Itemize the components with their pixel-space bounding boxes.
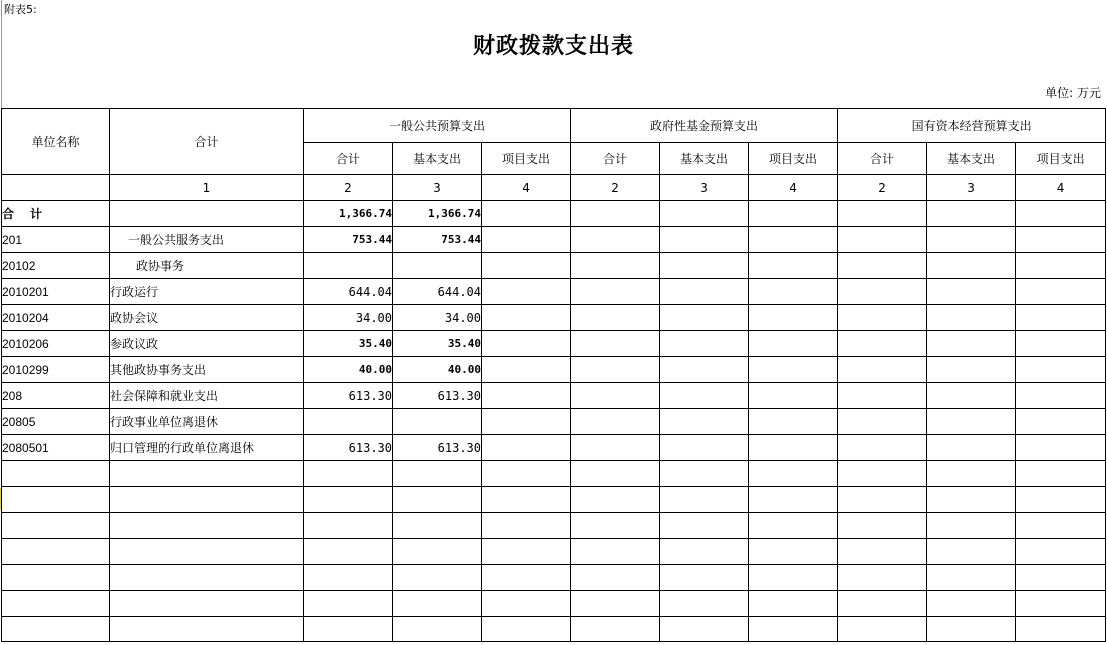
table-cell[interactable]	[660, 513, 749, 539]
table-cell[interactable]	[660, 383, 749, 409]
header-sub-cell[interactable]: 基本支出	[927, 143, 1016, 175]
table-cell[interactable]	[110, 591, 304, 617]
table-cell[interactable]	[482, 383, 571, 409]
table-cell[interactable]	[482, 279, 571, 305]
table-cell[interactable]	[749, 461, 838, 487]
table-cell[interactable]	[838, 487, 927, 513]
table-cell[interactable]	[660, 591, 749, 617]
item-name-cell[interactable]: 政协事务	[110, 253, 304, 279]
table-cell[interactable]	[571, 591, 660, 617]
index-cell[interactable]: 4	[482, 175, 571, 201]
table-cell[interactable]	[393, 487, 482, 513]
table-cell[interactable]	[482, 487, 571, 513]
table-cell[interactable]	[571, 539, 660, 565]
table-cell[interactable]	[482, 539, 571, 565]
table-cell[interactable]	[1016, 201, 1106, 227]
header-row-groups	[2, 109, 1106, 143]
index-cell[interactable]: 2	[571, 175, 660, 201]
general-basic-cell[interactable]: 613.30	[393, 383, 482, 409]
table-cell[interactable]	[838, 617, 927, 642]
table-cell[interactable]	[749, 591, 838, 617]
table-cell[interactable]	[749, 487, 838, 513]
index-cell[interactable]: 4	[749, 175, 838, 201]
table-cell[interactable]	[838, 305, 927, 331]
general-basic-cell[interactable]: 753.44	[393, 227, 482, 253]
table-cell[interactable]	[838, 227, 927, 253]
table-cell[interactable]	[571, 617, 660, 642]
empty-row	[2, 461, 1106, 487]
table-row	[2, 357, 1106, 383]
code-cell[interactable]: 201	[2, 227, 110, 253]
empty-row	[2, 565, 1106, 591]
item-name-cell[interactable]: 社会保障和就业支出	[110, 383, 304, 409]
table-cell[interactable]	[660, 305, 749, 331]
table-cell[interactable]	[838, 383, 927, 409]
table-cell[interactable]	[571, 331, 660, 357]
table-cell[interactable]	[110, 565, 304, 591]
table-cell[interactable]	[927, 461, 1016, 487]
table-cell[interactable]	[927, 331, 1016, 357]
table-cell[interactable]	[571, 435, 660, 461]
table-cell[interactable]	[1016, 409, 1106, 435]
table-cell[interactable]	[927, 435, 1016, 461]
table-cell[interactable]	[749, 357, 838, 383]
table-cell[interactable]	[393, 617, 482, 642]
table-cell[interactable]	[660, 227, 749, 253]
index-cell[interactable]: 3	[393, 175, 482, 201]
table-cell[interactable]	[927, 227, 1016, 253]
table-cell[interactable]	[482, 305, 571, 331]
table-cell[interactable]	[571, 253, 660, 279]
table-cell[interactable]	[927, 617, 1016, 642]
table-cell[interactable]	[1016, 617, 1106, 642]
general-total-cell[interactable]: 613.30	[304, 383, 393, 409]
table-cell[interactable]	[927, 383, 1016, 409]
table-cell[interactable]	[393, 565, 482, 591]
table-cell[interactable]	[749, 201, 838, 227]
table-cell[interactable]	[2, 539, 110, 565]
table-title: 财政拨款支出表	[472, 34, 634, 59]
table-cell[interactable]	[2, 591, 110, 617]
table-cell[interactable]	[660, 409, 749, 435]
table-cell[interactable]	[749, 435, 838, 461]
table-cell[interactable]	[304, 591, 393, 617]
table-cell[interactable]	[838, 591, 927, 617]
table-cell[interactable]	[927, 487, 1016, 513]
header-state-capital-budget[interactable]: 国有资本经营预算支出	[838, 109, 1106, 143]
table-cell[interactable]	[838, 279, 927, 305]
general-total-cell[interactable]: 753.44	[304, 227, 393, 253]
table-cell[interactable]	[749, 513, 838, 539]
general-total-cell[interactable]: 35.40	[304, 331, 393, 357]
general-total-cell[interactable]	[304, 409, 393, 435]
table-cell[interactable]	[660, 357, 749, 383]
header-sub-cell[interactable]: 合计	[571, 143, 660, 175]
index-cell[interactable]: 4	[1016, 175, 1106, 201]
table-cell[interactable]	[927, 565, 1016, 591]
table-cell[interactable]	[749, 409, 838, 435]
table-row	[2, 383, 1106, 409]
table-cell[interactable]	[749, 565, 838, 591]
total-general-basic[interactable]: 1,366.74	[393, 201, 482, 227]
header-sub-cell[interactable]: 合计	[304, 143, 393, 175]
table-cell[interactable]	[838, 565, 927, 591]
total-row	[2, 201, 1106, 227]
table-cell[interactable]	[1016, 487, 1106, 513]
table-cell[interactable]	[571, 357, 660, 383]
table-cell[interactable]	[927, 539, 1016, 565]
item-name-cell[interactable]: 归口管理的行政单位离退休	[110, 435, 304, 461]
table-cell[interactable]	[482, 357, 571, 383]
table-cell[interactable]	[660, 435, 749, 461]
table-cell[interactable]	[927, 357, 1016, 383]
general-basic-cell[interactable]: 35.40	[393, 331, 482, 357]
table-cell[interactable]	[1016, 227, 1106, 253]
table-cell[interactable]	[571, 409, 660, 435]
table-cell[interactable]	[1016, 435, 1106, 461]
table-cell[interactable]	[927, 279, 1016, 305]
table-cell[interactable]	[749, 253, 838, 279]
header-sub-cell[interactable]: 项目支出	[1016, 143, 1106, 175]
table-cell[interactable]	[482, 591, 571, 617]
table-cell[interactable]	[1016, 253, 1106, 279]
table-cell[interactable]	[2, 513, 110, 539]
table-cell[interactable]	[1016, 565, 1106, 591]
index-cell[interactable]: 2	[838, 175, 927, 201]
table-cell[interactable]	[304, 565, 393, 591]
table-cell[interactable]	[393, 513, 482, 539]
table-cell[interactable]	[571, 565, 660, 591]
table-row	[2, 331, 1106, 357]
table-cell[interactable]	[660, 461, 749, 487]
general-basic-cell[interactable]: 644.04	[393, 279, 482, 305]
empty-row	[2, 591, 1106, 617]
table-cell[interactable]	[660, 253, 749, 279]
general-total-cell[interactable]: 40.00	[304, 357, 393, 383]
total-label[interactable]: 合 计	[2, 201, 110, 227]
table-cell[interactable]	[110, 513, 304, 539]
item-name-cell[interactable]: 其他政协事务支出	[110, 357, 304, 383]
table-cell[interactable]	[482, 409, 571, 435]
table-cell[interactable]	[927, 409, 1016, 435]
header-general-public-budget[interactable]: 一般公共预算支出	[304, 109, 571, 143]
empty-row	[2, 487, 1106, 513]
table-cell[interactable]	[660, 539, 749, 565]
table-cell[interactable]	[1016, 357, 1106, 383]
table-cell[interactable]	[571, 383, 660, 409]
index-cell[interactable]: 3	[927, 175, 1016, 201]
table-cell[interactable]	[838, 461, 927, 487]
table-cell[interactable]	[1016, 383, 1106, 409]
table-cell[interactable]	[482, 253, 571, 279]
table-cell[interactable]	[393, 461, 482, 487]
table-cell[interactable]	[749, 279, 838, 305]
general-total-cell[interactable]	[304, 253, 393, 279]
header-total[interactable]: 合计	[110, 109, 304, 175]
table-cell[interactable]	[482, 201, 571, 227]
table-cell[interactable]	[1016, 461, 1106, 487]
item-name-cell[interactable]: 参政议政	[110, 331, 304, 357]
empty-row	[2, 513, 1106, 539]
index-row	[2, 175, 1106, 201]
code-cell[interactable]: 2010299	[2, 357, 110, 383]
table-cell[interactable]	[749, 227, 838, 253]
general-total-cell[interactable]: 34.00	[304, 305, 393, 331]
table-cell[interactable]	[304, 513, 393, 539]
table-cell[interactable]	[749, 305, 838, 331]
item-name-cell[interactable]: 政协会议	[110, 305, 304, 331]
index-cell[interactable]: 2	[304, 175, 393, 201]
table-cell[interactable]	[2, 461, 110, 487]
table-cell[interactable]	[571, 227, 660, 253]
table-cell[interactable]	[2, 617, 110, 642]
table-cell[interactable]	[571, 461, 660, 487]
table-cell[interactable]	[304, 539, 393, 565]
table-cell[interactable]	[1016, 279, 1106, 305]
item-name-cell[interactable]: 行政事业单位离退休	[110, 409, 304, 435]
table-cell[interactable]	[571, 201, 660, 227]
table-cell[interactable]	[2, 565, 110, 591]
table-cell[interactable]	[660, 487, 749, 513]
table-cell[interactable]	[927, 253, 1016, 279]
unit-label: 单位: 万元	[1045, 86, 1101, 100]
code-cell[interactable]: 208	[2, 383, 110, 409]
code-cell[interactable]: 2010204	[2, 305, 110, 331]
table-cell[interactable]	[749, 539, 838, 565]
code-cell[interactable]: 20805	[2, 409, 110, 435]
table-cell[interactable]	[482, 331, 571, 357]
header-sub-cell[interactable]: 合计	[838, 143, 927, 175]
header-sub-cell[interactable]: 基本支出	[660, 143, 749, 175]
table-cell[interactable]	[1016, 305, 1106, 331]
table-cell[interactable]	[838, 409, 927, 435]
attachment-label: 附表5:	[4, 3, 37, 16]
table-cell[interactable]	[749, 617, 838, 642]
general-basic-cell[interactable]: 40.00	[393, 357, 482, 383]
table-row	[2, 227, 1106, 253]
table-cell[interactable]	[2, 487, 110, 513]
table-cell[interactable]	[482, 227, 571, 253]
general-basic-cell[interactable]: 613.30	[393, 435, 482, 461]
table-cell[interactable]	[660, 331, 749, 357]
table-cell[interactable]	[660, 565, 749, 591]
general-basic-cell[interactable]	[393, 253, 482, 279]
table-cell[interactable]	[838, 513, 927, 539]
table-cell[interactable]	[838, 539, 927, 565]
general-basic-cell[interactable]	[393, 409, 482, 435]
total-general-total[interactable]: 1,366.74	[304, 201, 393, 227]
table-cell[interactable]	[393, 539, 482, 565]
code-cell[interactable]: 20102	[2, 253, 110, 279]
table-cell[interactable]	[927, 305, 1016, 331]
table-cell[interactable]	[838, 201, 927, 227]
table-cell[interactable]	[749, 331, 838, 357]
code-cell[interactable]: 2080501	[2, 435, 110, 461]
table-row	[2, 279, 1106, 305]
table-row	[2, 435, 1106, 461]
table-cell[interactable]	[304, 617, 393, 642]
table-cell[interactable]	[838, 435, 927, 461]
header-sub-cell[interactable]: 项目支出	[482, 143, 571, 175]
table-cell[interactable]	[482, 617, 571, 642]
table-cell[interactable]	[110, 201, 304, 227]
table-cell[interactable]	[482, 435, 571, 461]
header-government-fund-budget[interactable]: 政府性基金预算支出	[571, 109, 838, 143]
table-cell[interactable]	[110, 617, 304, 642]
table-cell[interactable]	[110, 539, 304, 565]
table-cell[interactable]	[838, 357, 927, 383]
code-cell[interactable]: 2010201	[2, 279, 110, 305]
table-cell[interactable]	[1016, 331, 1106, 357]
table-cell[interactable]	[571, 305, 660, 331]
table-cell[interactable]	[482, 461, 571, 487]
table-row	[2, 409, 1106, 435]
table-cell[interactable]	[304, 487, 393, 513]
header-sub-cell[interactable]: 基本支出	[393, 143, 482, 175]
general-total-cell[interactable]: 644.04	[304, 279, 393, 305]
table-cell[interactable]	[838, 331, 927, 357]
table-cell[interactable]	[110, 461, 304, 487]
table-row	[2, 305, 1106, 331]
table-cell[interactable]	[482, 565, 571, 591]
table-cell[interactable]	[571, 513, 660, 539]
header-unit-name[interactable]: 单位名称	[2, 109, 110, 175]
item-name-cell[interactable]: 一般公共服务支出	[110, 227, 304, 253]
table-cell[interactable]	[927, 591, 1016, 617]
table-cell[interactable]	[1016, 539, 1106, 565]
index-cell[interactable]	[2, 175, 110, 201]
table-row	[2, 253, 1106, 279]
table-cell[interactable]	[482, 513, 571, 539]
table-cell[interactable]	[571, 487, 660, 513]
table-cell[interactable]	[660, 279, 749, 305]
table-cell[interactable]	[393, 591, 482, 617]
table-cell[interactable]	[1016, 513, 1106, 539]
table-cell[interactable]	[927, 513, 1016, 539]
index-cell[interactable]: 1	[110, 175, 304, 201]
empty-row	[2, 539, 1106, 565]
header-sub-cell[interactable]: 项目支出	[749, 143, 838, 175]
expenditure-table	[1, 108, 1106, 642]
table-cell[interactable]	[304, 461, 393, 487]
table-cell[interactable]	[660, 617, 749, 642]
table-cell[interactable]	[1016, 591, 1106, 617]
table-cell[interactable]	[660, 201, 749, 227]
table-cell[interactable]	[571, 279, 660, 305]
table-cell[interactable]	[927, 201, 1016, 227]
general-total-cell[interactable]: 613.30	[304, 435, 393, 461]
table-cell[interactable]	[838, 253, 927, 279]
code-cell[interactable]: 2010206	[2, 331, 110, 357]
item-name-cell[interactable]: 行政运行	[110, 279, 304, 305]
index-cell[interactable]: 3	[660, 175, 749, 201]
table-cell[interactable]	[749, 383, 838, 409]
empty-row	[2, 617, 1106, 642]
general-basic-cell[interactable]: 34.00	[393, 305, 482, 331]
table-cell[interactable]	[110, 487, 304, 513]
